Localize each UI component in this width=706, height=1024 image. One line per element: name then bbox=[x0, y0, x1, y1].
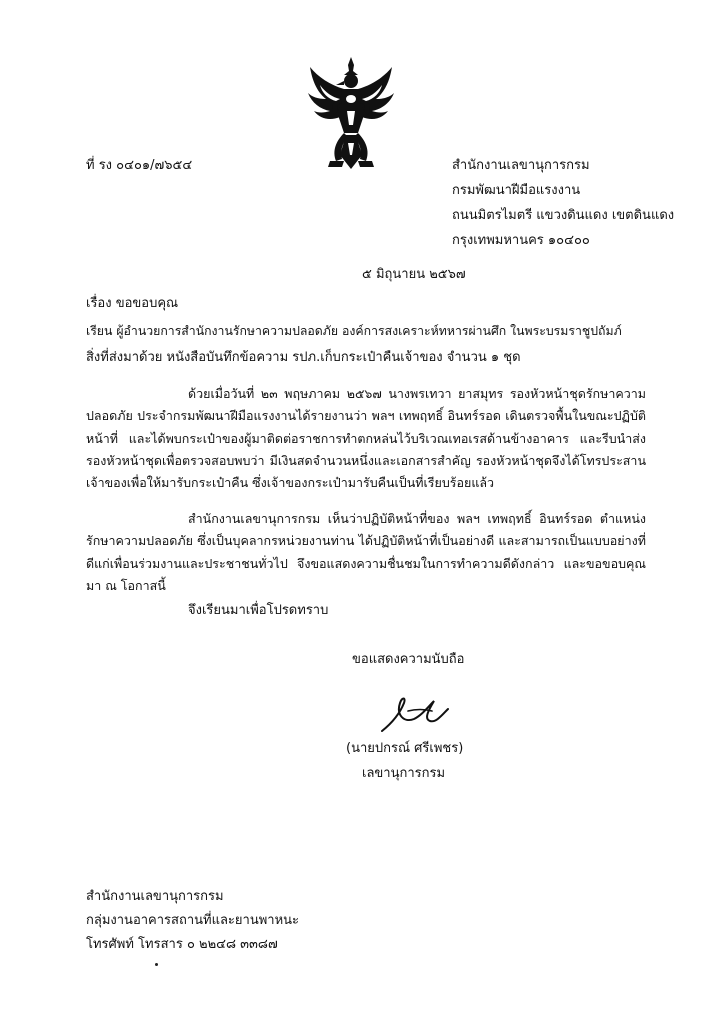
body-paragraph-2-text: สำนักงานเลขานุการกรม เห็นว่าปฏิบัติหน้าที่ของ พลฯ เทพฤทธิ์ อินทร์รอด ตำแหน่ง รักษาความปลอดภัย ซึ่งเป็นบุคลากรหน่วยงานท่าน ได้ปฏิบัติหน้าที่เป็นอย่างดี และสามารถเป็นแบบอย่างที่ดีแก่เพื่อนร่วมงานและประชาชนทั่วไป จึงขอแสดงความชื่นชมในการทำความดีดังกล่าว และขอขอบคุณมา ณ โอกาสนี้ bbox=[86, 511, 646, 593]
garuda-emblem bbox=[306, 55, 396, 175]
handwritten-signature bbox=[378, 693, 453, 738]
letter-date: ๕ มิถุนายน ๒๕๖๗ bbox=[362, 267, 466, 282]
page-dot-mark bbox=[155, 963, 158, 966]
sender-address-line-3: ถนนมิตรไมตรี แขวงดินแดง เขตดินแดง bbox=[452, 208, 675, 223]
reference-number: ที่ รง ๐๔๐๑/๗๖๕๔ bbox=[86, 158, 193, 173]
footer-line-2: กลุ่มงานอาคารสถานที่และยานพาหนะ bbox=[86, 913, 300, 928]
sender-address-line-2: กรมพัฒนาฝีมือแรงงาน bbox=[452, 183, 581, 198]
body-paragraph-1 bbox=[86, 383, 646, 494]
sender-address-line-1: สำนักงานเลขานุการกรม bbox=[452, 158, 590, 173]
signatory-title: เลขานุการกรม bbox=[362, 766, 446, 781]
footer-line-1: สำนักงานเลขานุการกรม bbox=[86, 889, 224, 904]
sender-address-line-4: กรุงเทพมหานคร ๑๐๔๐๐ bbox=[452, 233, 590, 248]
letter-subject: เรื่อง ขอขอบคุณ bbox=[86, 296, 179, 311]
body-paragraph-2 bbox=[86, 508, 646, 597]
signatory-name: (นายปกรณ์ ศรีเพชร) bbox=[346, 741, 464, 756]
footer-line-3: โทรศัพท์ โทรสาร ๐ ๒๒๔๘ ๓๓๘๗ bbox=[86, 937, 278, 952]
closing-request: จึงเรียนมาเพื่อโปรดทราบ bbox=[188, 603, 329, 618]
closing-salutation: ขอแสดงความนับถือ bbox=[352, 652, 465, 667]
letter-enclosure: สิ่งที่ส่งมาด้วย หนังสือบันทึกข้อความ รปภ.เก็บกระเป๋าคืนเจ้าของ จำนวน ๑ ชุด bbox=[86, 350, 521, 365]
body-paragraph-1-text: ด้วยเมื่อวันที่ ๒๓ พฤษภาคม ๒๕๖๗ นางพรเทวา ยาสมุทร รองหัวหน้าชุดรักษาความปลอดภัย ประจำกรมพัฒนาฝีมือแรงงานได้รายงานว่า พลฯ เทพฤทธิ์ อินทร์รอด เดินตรวจพื้นในขณะปฏิบัติหน้าที่ และได้พบกระเป๋าของผู้มาติดต่อราชการทำตกหล่นไว้บริเวณเทอเรสด้านข้างอาคาร และรีบนำส่งรองหัวหน้าชุดเพื่อตรวจสอบพบว่า มีเงินสดจำนวนหนึ่งและเอกสารสำคัญ รองหัวหน้าชุดจึงได้โทรประสานเจ้าของเพื่อให้มารับกระเป๋าคืน ซึ่งเจ้าของกระเป๋ามารับคืนเป็นที่เรียบร้อยแล้ว bbox=[86, 386, 646, 491]
letter-addressee: เรียน ผู้อำนวยการสำนักงานรักษาความปลอดภัย องค์การสงเคราะห์ทหารผ่านศึก ในพระบรมราชูปถัมภ์ bbox=[86, 324, 622, 338]
